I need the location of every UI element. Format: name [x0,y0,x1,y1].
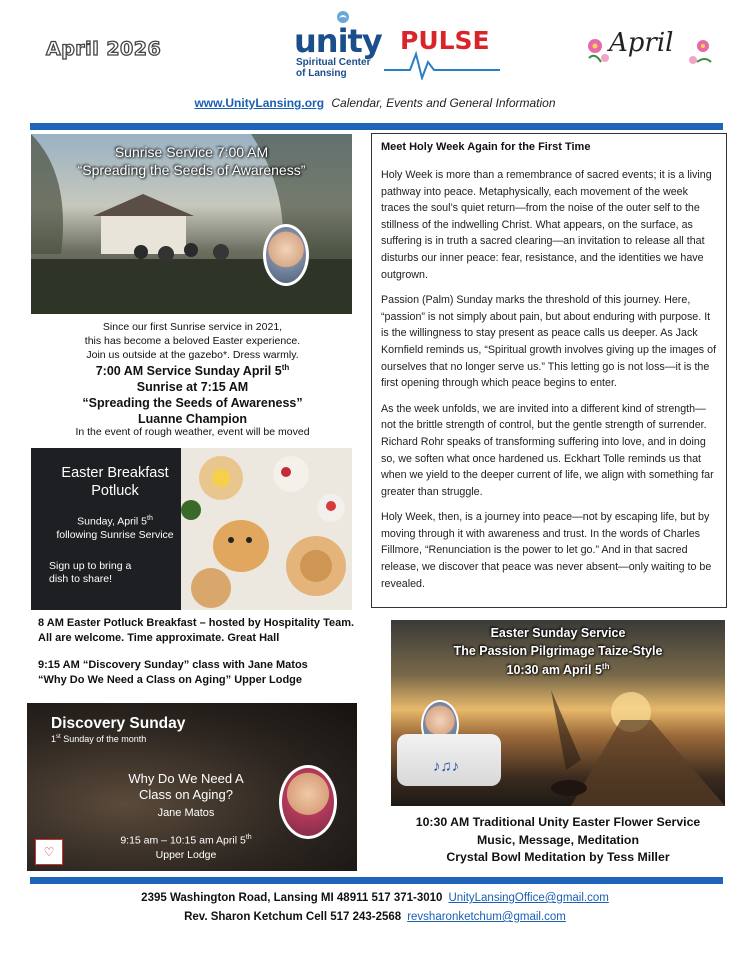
weather-note: In the event of rough weather, event will be moved [75,426,310,438]
breakfast-date-line-2: following Sunrise Service [56,528,174,541]
discovery-time-line [101,831,271,848]
signup-line-2: dish to share! [49,573,113,585]
logo-subtitle-2: of Lansing [296,68,347,79]
sunrise-intro-line-2: this has become a beloved Easter experience. [84,335,301,347]
potluck-line-1: 8 AM Easter Potluck Breakfast – hosted by Hospitality Team. [38,617,355,629]
issue-date: April 2026 [46,38,162,60]
sunrise-theme: “Spreading the Seeds of Awareness” [82,396,303,411]
sunrise-image-subtitle: “Spreading the Seeds of Awareness” [77,162,306,178]
address-text: 2395 Washington Road, Lansing MI 48911 517 371-3010 [141,892,443,904]
bottom-divider [30,877,723,884]
office-email-link[interactable]: UnityLansingOffice@gmail.com [448,892,609,904]
easter-image-title: Easter Sunday Service [490,626,626,640]
discovery-class-info [38,658,358,688]
logo-subtitle-1: Spiritual Center [296,57,371,68]
discovery-frequency-num: 1 [51,734,57,744]
article-paragraph: Holy Week is more than a remembrance of sacred events; it is a living pathway into peace. Metaphysically, each movement of the week traces the soul’s quiet return—from the noise of the outer self to the stillness of the indwelling Christ. What appears, on the surface, as suffering is in truth a sacred clearing—an invitation to release all that disturbs our inner peace: fear, resistance, and the identities we have outgrown. [381,169,712,281]
sunrise-image-title: Sunrise Service 7:00 AM [114,144,269,160]
discovery-frequency-sup: st [56,734,61,740]
easter-sunday-graphic [391,620,725,806]
sunrise-details [40,360,345,427]
easter-breakfast-graphic [31,448,352,610]
minister-text: Rev. Sharon Ketchum Cell 517 243-2568 [184,911,402,923]
pulse-wave-icon [384,50,500,80]
breakfast-title [45,464,185,500]
holy-week-article [371,133,727,608]
article-paragraph: Holy Week, then, is a journey into peace—not by escaping life, but by moving through it with awareness and trust. In the words of Charles Fillmore, “Renunciation is the power to let go.” And in that sacred release, we discover that peace was never absent—only waiting to be revealed. [381,511,712,590]
discovery-time [101,831,271,862]
breakfast-date-text: Sunday, April 5 [77,515,147,528]
footer-address [0,892,750,904]
easter-image-time-sup: th [601,662,610,671]
discovery-class-line-1: 9:15 AM “Discovery Sunday” class with Jane Matos [38,659,308,671]
sunrise-time: Sunrise at 7:15 AM [136,380,249,395]
minister-email-link[interactable]: revsharonketchum@gmail.com [407,911,566,923]
sunrise-intro [40,320,345,362]
article-title: Meet Holy Week Again for the First Time [381,141,591,153]
april-flower-graphic [585,22,715,72]
breakfast-date-line-1 [45,512,185,529]
potluck-line-2: All are welcome. Time approximate. Great Hall [38,632,280,644]
easter-image-time-text: 10:30 am April 5 [506,663,602,678]
presenter-portrait [279,765,337,839]
easter-service-line-3: Crystal Bowl Meditation by Tess Miller [446,850,670,864]
discovery-location: Upper Lodge [155,848,217,861]
logo-unity: unity [294,22,382,60]
sunrise-service-time [40,360,345,379]
question-line-2: Class on Aging? [139,787,233,802]
logo-pulse: PULSE [400,26,490,55]
article-paragraph: Passion (Palm) Sunday marks the threshold of this journey. Here, “passion” is not simply about pain, but about enduring with purpose. It is the willingness to stay present as peace calls us deeper. As Jack Kornfield reminds us, “Spiritual growth involves giving up the images of ourselves that no longer serve us.” This letting go is not loss—it is the first opening through which peace begins to enter. [381,294,717,390]
breakfast-date-sup: th [147,515,153,522]
sunrise-service-photo [31,134,352,314]
top-divider [30,123,723,130]
speaker-portrait [263,224,309,286]
easter-image-time [391,662,725,677]
breakfast-food-image [181,448,352,610]
service-time-sup: th [281,363,290,372]
sunrise-intro-line-3: Join us outside at the gazebo*. Dress warmly. [86,349,299,361]
breakfast-date [45,512,185,542]
discovery-frequency-rest: Sunday of the month [60,734,147,744]
footer-minister [0,911,750,923]
sunrise-intro-line-1: Since our first Sunrise service in 2021, [102,321,283,333]
discovery-presenter: Jane Matos [157,807,215,819]
easter-service-line-2: Music, Message, Meditation [477,832,639,847]
discovery-time-sup: th [245,834,252,841]
easter-service-info [391,814,725,867]
easter-service-line-1: 10:30 AM Traditional Unity Easter Flower Service [415,815,701,829]
discovery-time-text: 9:15 am – 10:15 am April 5 [120,834,246,847]
heart-logo-icon: ♡ [35,839,63,865]
unity-pulse-logo [292,10,502,80]
article-paragraph: As the week unfolds, we are invited into a different kind of strength—not the brittle strength of control, but the gentle strength of surrender. Richard Rohr speaks of transforming suffering into love, and in doing so, we soften what once hardened us. Eckhart Tolle reminds us that when we yield to the deeper current of life, we align with something far greater than struggle. [381,402,714,498]
breakfast-title-line-2: Potluck [91,483,139,499]
discovery-question [101,771,271,803]
question-line-1: Why Do We Need A [128,771,244,786]
discovery-title: Discovery Sunday [51,715,186,732]
website-description: Calendar, Events and General Information [331,96,556,110]
discovery-frequency [51,734,146,744]
april-script-text: April [609,28,674,58]
website-line [0,96,750,110]
gazebo-landscape-image [31,134,352,314]
easter-image-subtitle: The Passion Pilgrimage Taize-Style [453,644,663,658]
service-time-text: 7:00 AM Service Sunday April 5 [95,364,282,379]
discovery-sunday-graphic [27,703,357,871]
music-notes-icon: ♪♫♪ [433,758,460,775]
potluck-info [38,616,358,646]
breakfast-title-line-1: Easter Breakfast [61,465,169,481]
discovery-class-line-2: “Why Do We Need a Class on Aging” Upper Lodge [38,674,303,686]
sunrise-speaker: Luanne Champion [137,412,248,427]
signup-line-1: Sign up to bring a [49,560,132,572]
website-link[interactable]: www.UnityLansing.org [194,96,325,110]
breakfast-signup [49,560,131,586]
